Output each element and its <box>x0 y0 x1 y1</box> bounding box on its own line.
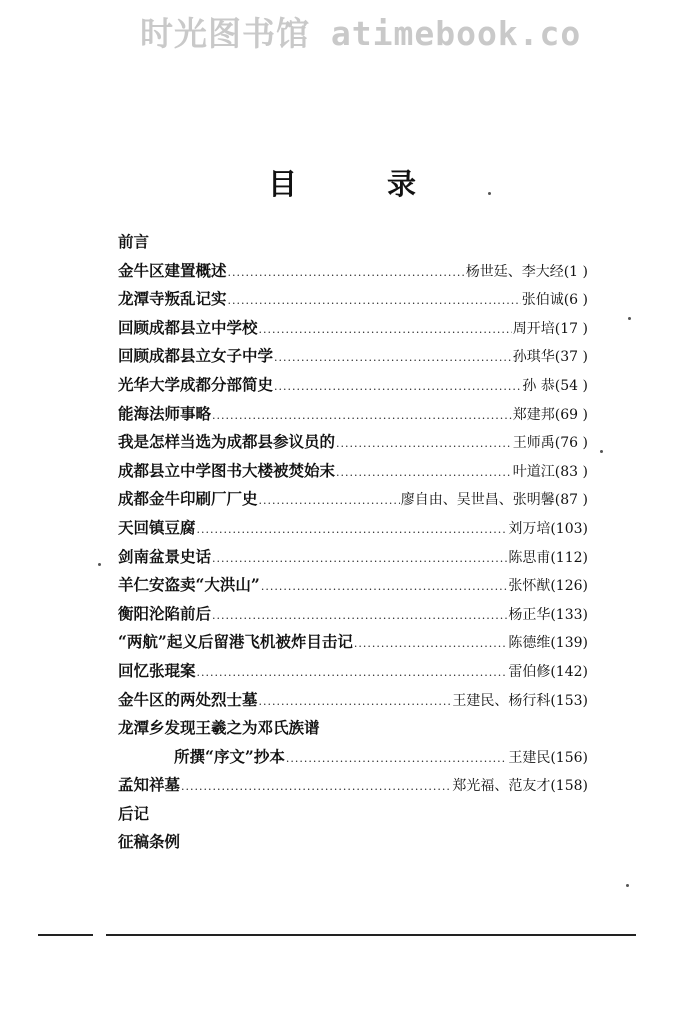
toc-entry[interactable] <box>118 514 588 543</box>
toc-entry-author: 郑建邦 <box>512 406 555 423</box>
toc-entry-title: 后记 <box>118 803 150 823</box>
leader-dots <box>212 602 507 631</box>
toc-entry[interactable] <box>118 400 588 429</box>
table-of-contents <box>118 228 588 857</box>
toc-entry[interactable] <box>118 314 588 343</box>
toc-entry[interactable] <box>118 428 588 457</box>
toc-entry[interactable] <box>118 257 588 286</box>
leader-dots <box>212 402 512 431</box>
toc-entry-page: (156) <box>550 749 588 766</box>
leader-dots <box>228 259 465 288</box>
toc-entry-page: (69 ) <box>554 406 588 423</box>
toc-entry[interactable] <box>118 686 588 715</box>
leader-dots <box>197 659 508 688</box>
toc-entry[interactable] <box>118 228 588 257</box>
toc-entry-title: “两航”起义后留港飞机被炸目击记 <box>118 632 353 652</box>
toc-entry-title: 回顾成都县立女子中学 <box>118 346 274 366</box>
toc-entry[interactable] <box>118 800 588 829</box>
toc-entry-title: 回忆张琨案 <box>118 660 196 680</box>
leader-dots <box>354 630 508 659</box>
toc-entry-author: 廖自由、吴世昌、张明馨 <box>400 492 555 509</box>
toc-entry[interactable] <box>118 457 588 486</box>
toc-entry-author: 杨正华 <box>508 606 551 623</box>
scan-speck <box>98 563 101 566</box>
toc-entry[interactable] <box>118 828 588 857</box>
toc-entry[interactable] <box>118 371 588 400</box>
toc-entry-page: (126) <box>550 578 588 595</box>
toc-entry-page: (1 ) <box>563 263 588 280</box>
leader-dots <box>212 545 507 574</box>
toc-entry-title: 我是怎样当选为成都县参议员的 <box>118 432 336 452</box>
toc-entry-title: 征稿条例 <box>118 832 181 852</box>
toc-entry-author: 张怀猷 <box>508 578 551 595</box>
toc-entry[interactable] <box>118 571 588 600</box>
leader-dots <box>274 344 512 373</box>
toc-entry-author: 孙琪华 <box>512 349 555 366</box>
toc-entry-title: 龙潭乡发现王羲之为邓氏族谱 <box>118 718 320 738</box>
toc-entry[interactable] <box>118 657 588 686</box>
toc-entry-author: 刘万培 <box>508 520 551 537</box>
leader-dots <box>274 373 521 402</box>
toc-entry-author: 孙 恭 <box>522 377 555 394</box>
toc-entry-title: 孟知祥墓 <box>118 775 181 795</box>
scan-speck <box>488 192 491 195</box>
toc-entry-title: 成都县立中学图书大楼被焚始末 <box>118 460 336 480</box>
toc-entry[interactable] <box>118 485 588 514</box>
toc-entry-page: (37 ) <box>554 349 588 366</box>
toc-entry-page: (54 ) <box>554 377 588 394</box>
toc-entry-author: 杨世廷、李大经 <box>465 263 564 280</box>
toc-entry-title: 天回镇豆腐 <box>118 517 196 537</box>
divider-main <box>106 934 636 936</box>
leader-dots <box>259 316 512 345</box>
toc-entry-title: 成都金牛印刷厂厂史 <box>118 489 258 509</box>
toc-entry-title: 所撰“序文”抄本 <box>174 746 285 766</box>
toc-entry-page: (6 ) <box>563 292 588 309</box>
toc-entry-author: 陈思甫 <box>508 549 551 566</box>
toc-entry-title: 光华大学成都分部简史 <box>118 374 274 394</box>
leader-dots <box>259 487 400 516</box>
toc-entry[interactable] <box>118 743 588 772</box>
toc-entry-title: 衡阳沦陷前后 <box>118 603 212 623</box>
page-title: 目 录 <box>267 167 457 201</box>
toc-entry[interactable] <box>118 771 588 800</box>
toc-entry-title: 剑南盆景史话 <box>118 546 212 566</box>
toc-entry-title: 金牛区建置概述 <box>118 260 227 280</box>
divider-left <box>38 934 93 936</box>
leader-dots <box>286 745 508 774</box>
toc-entry-author: 王师禹 <box>512 435 555 452</box>
toc-entry-title: 羊仁安盗卖“大洪山” <box>118 575 260 595</box>
toc-entry-page: (87 ) <box>554 492 588 509</box>
leader-dots <box>197 516 508 545</box>
toc-entry-page: (103) <box>550 520 588 537</box>
toc-entry-page: (153) <box>550 692 588 709</box>
toc-entry[interactable] <box>118 600 588 629</box>
toc-entry-page: (133) <box>550 606 588 623</box>
toc-entry-page: (142) <box>550 663 588 680</box>
toc-entry-title: 龙潭寺叛乱记实 <box>118 289 227 309</box>
toc-entry-page: (112) <box>550 549 588 566</box>
toc-entry-page: (76 ) <box>554 435 588 452</box>
scan-speck <box>626 884 629 887</box>
toc-entry-author: 雷伯修 <box>508 663 551 680</box>
toc-entry[interactable] <box>118 714 588 743</box>
leader-dots <box>228 287 521 316</box>
toc-entry[interactable] <box>118 628 588 657</box>
toc-entry-author: 王建民 <box>508 749 551 766</box>
toc-entry-page: (139) <box>550 635 588 652</box>
leader-dots <box>261 573 508 602</box>
toc-entry-page: (17 ) <box>554 320 588 337</box>
toc-entry-author: 张伯诚 <box>521 292 564 309</box>
toc-entry-page: (158) <box>550 778 588 795</box>
toc-entry-author: 陈德维 <box>508 635 551 652</box>
toc-entry-author: 郑光福、范友才 <box>452 778 551 795</box>
toc-entry[interactable] <box>118 342 588 371</box>
leader-dots <box>259 688 452 717</box>
leader-dots <box>336 459 512 488</box>
leader-dots <box>181 773 451 802</box>
toc-entry-page: (83 ) <box>554 463 588 480</box>
toc-entry-title: 回顾成都县立中学校 <box>118 317 258 337</box>
toc-entry-title: 前言 <box>118 232 150 251</box>
toc-entry-title: 能海法师事略 <box>118 403 212 423</box>
toc-entry[interactable] <box>118 285 588 314</box>
toc-entry-author: 王建民、杨行科 <box>452 692 551 709</box>
leader-dots <box>336 430 512 459</box>
scan-speck <box>628 317 631 320</box>
toc-entry-author: 叶道江 <box>512 463 555 480</box>
toc-entry[interactable] <box>118 543 588 572</box>
watermark: 时光图书馆 atimebook.co <box>140 14 582 53</box>
toc-entry-title: 金牛区的两处烈士墓 <box>118 689 258 709</box>
toc-entry-author: 周开培 <box>512 320 555 337</box>
scan-speck <box>600 450 603 453</box>
